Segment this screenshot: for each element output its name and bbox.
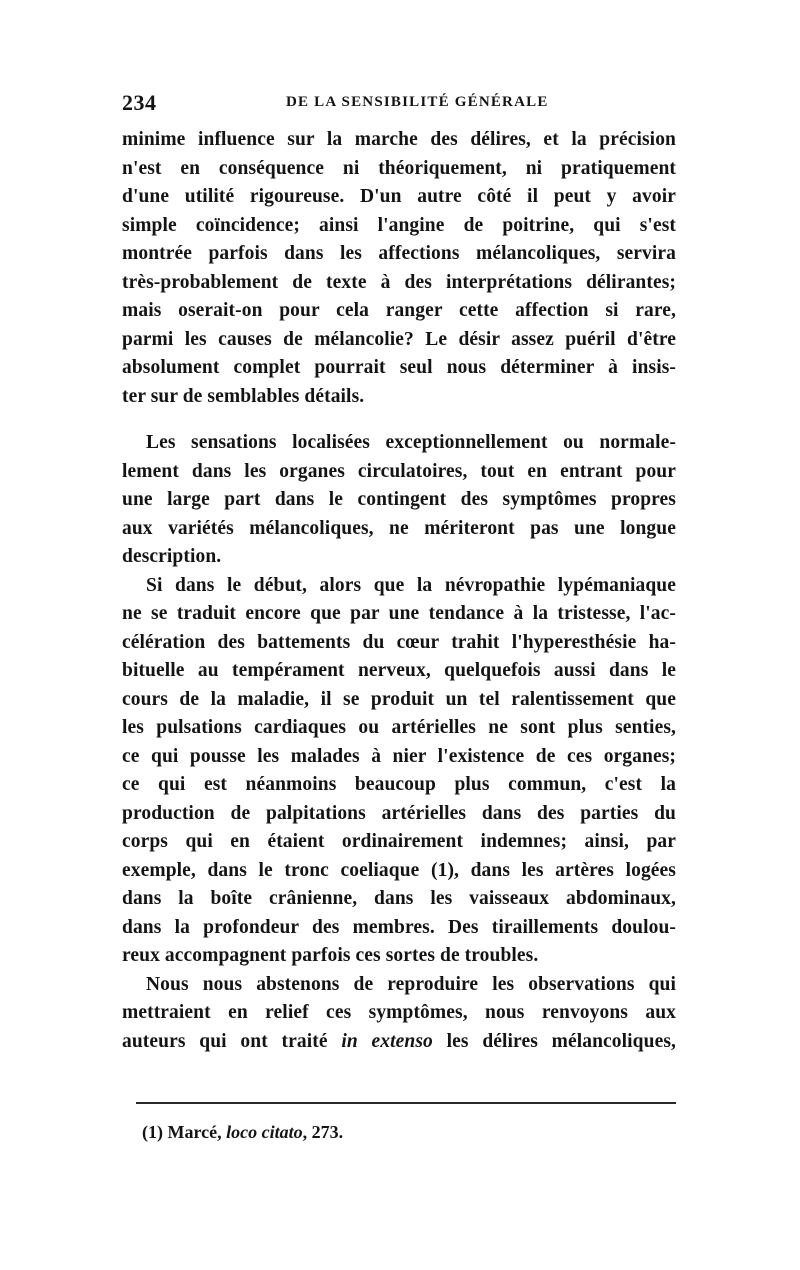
text-line: aux variétés mélancoliques, ne mériteront pas une longue: [122, 517, 676, 539]
text-line: dans la profondeur des membres. Des tiraillements doulou-: [122, 916, 676, 938]
text-line-with-italic: [122, 1028, 676, 1057]
text-line: ne se traduit encore que par une tendance à la tristesse, l'ac-: [122, 603, 676, 624]
text-line: d'une utilité rigoureuse. D'un autre côté il peut y avoir: [122, 186, 676, 207]
text-line: n'est en conséquence ni théoriquement, ni pratiquement: [122, 157, 676, 179]
text-line: exemple, dans le tronc coeliaque (1), dans les artères logées: [122, 859, 676, 881]
text-line: mais oserait-on pour cela ranger cette affection si rare,: [122, 300, 676, 321]
text-line: mettraient en relief ces symptômes, nous renvoyons aux: [122, 1002, 676, 1023]
text-line: lement dans les organes circulatoires, tout en entrant pour: [122, 460, 676, 482]
text-line: ter sur de semblables détails.: [122, 385, 365, 407]
text-line: production de palpitations artérielles dans des parties du: [122, 802, 676, 824]
text-line: très-probablement de texte à des interprétations délirantes;: [122, 271, 676, 293]
text-line: corps qui en étaient ordinairement indemnes; ainsi, par: [122, 831, 676, 852]
running-title: DE LA SENSIBILITÉ GÉNÉRALE: [286, 94, 549, 110]
text-line: description.: [122, 546, 222, 567]
footnote: [142, 1122, 343, 1143]
text-segment: les délires mélancoliques,: [432, 1030, 676, 1052]
text-line: simple coïncidence; ainsi l'angine de poitrine, qui s'est: [122, 214, 676, 236]
text-line: minime influence sur la marche des délires, et la précision: [122, 129, 676, 150]
page-number: 234: [122, 90, 157, 115]
text-line: ce qui est néanmoins beaucoup plus commun, c'est la: [122, 774, 676, 795]
text-line: les pulsations cardiaques ou artérielles ne sont plus senties,: [122, 717, 676, 738]
footnote-rule: [136, 1102, 676, 1104]
text-line: Les sensations localisées exceptionnellement ou normale-: [146, 432, 676, 453]
running-head: [122, 90, 678, 120]
footnote-marker: (1) Marcé,: [142, 1122, 227, 1142]
footnote-rest: , 273.: [302, 1122, 344, 1142]
text-line: ce qui pousse les malades à nier l'existence de ces organes;: [122, 745, 676, 767]
text-line: Nous nous abstenons de reproduire les observations qui: [146, 973, 676, 995]
text-line: Si dans le début, alors que la névropathie lypémaniaque: [146, 574, 676, 596]
body-text: [122, 126, 676, 1056]
text-line: reux accompagnent parfois ces sortes de troubles.: [122, 945, 539, 966]
text-line: célération des battements du cœur trahit l'hyperesthésie ha-: [122, 631, 676, 653]
text-line: absolument complet pourrait seul nous déterminer à insis-: [122, 357, 676, 378]
footnote-italic: loco citato: [226, 1122, 303, 1142]
text-line: une large part dans le contingent des symptômes propres: [122, 489, 676, 510]
paragraph-gap: [122, 411, 676, 429]
italic-term: in extenso: [341, 1030, 433, 1052]
text-line: bituelle au tempérament nerveux, quelquefois aussi dans le: [122, 660, 676, 681]
text-line: parmi les causes de mélancolie? Le désir assez puéril d'être: [122, 328, 676, 350]
text-line: montrée parfois dans les affections mélancoliques, servira: [122, 243, 676, 264]
text-line: dans la boîte crânienne, dans les vaisseaux abdominaux,: [122, 888, 676, 909]
text-line: cours de la maladie, il se produit un tel ralentissement que: [122, 688, 676, 710]
text-segment: auteurs qui ont traité: [122, 1030, 342, 1052]
